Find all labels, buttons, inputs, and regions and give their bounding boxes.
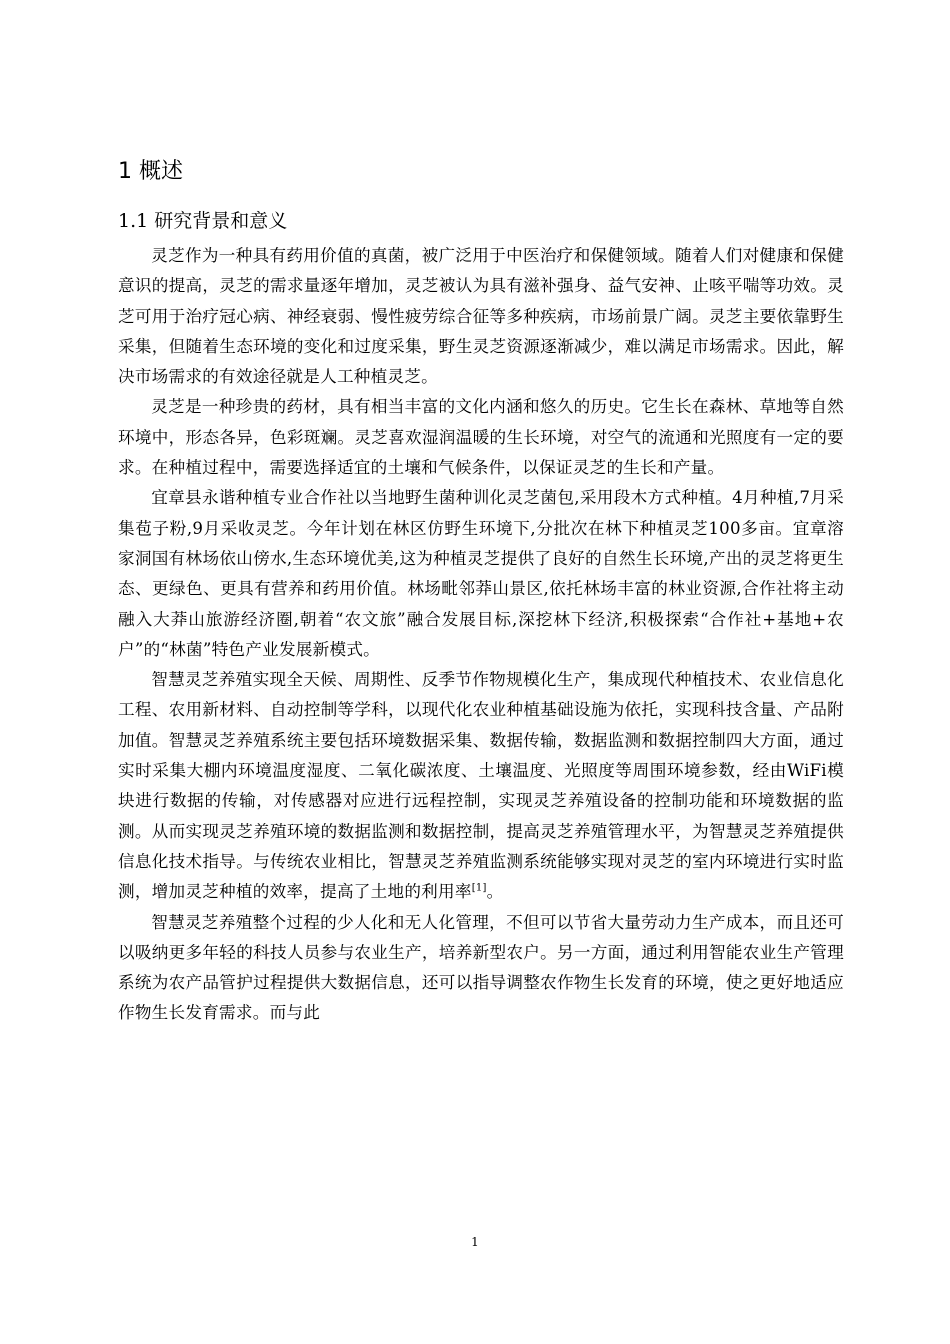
page-number: 1: [471, 1235, 479, 1249]
paragraph-1: 灵芝作为一种具有药用价值的真菌，被广泛用于中医治疗和保健领域。随着人们对健康和保健意识的提高，灵芝的需求量逐年增加，灵芝被认为具有滋补强身、益气安神、止咳平喘等功效。灵芝可用于治疗冠心病、神经衰弱、慢性疲劳综合征等多种疾病，市场前景广阔。灵芝主要依靠野生采集，但随着生态环境的变化和过度采集，野生灵芝资源逐渐减少，难以满足市场需求。因此，解决市场需求的有效途径就是人工种植灵芝。: [118, 246, 844, 387]
paragraph-4-text: 智慧灵芝养殖实现全天候、周期性、反季节作物规模化生产，集成现代种植技术、农业信息化工程、农用新材料、自动控制等学科，以现代化农业种植基础设施为依托，实现科技含量、产品附加值。智慧灵芝养殖系统主要包括环境数据采集、数据传输，数据监测和数据控制四大方面，通过实时采集大棚内环境温度湿度、二氧化碳浓度、土壤温度、光照度等周围环境参数，经由WiFi模块进行数据的传输，对传感器对应进行远程控制，实现灵芝养殖设备的控制功能和环境数据的监测。从而实现灵芝养殖环境的数据监测和数据控制，提高灵芝养殖管理水平，为智慧灵芝养殖提供信息化技术指导。与传统农业相比，智慧灵芝养殖监测系统能够实现对灵芝的室内环境进行实时监测，增加灵芝种植的效率，提高了土地的利用率: [118, 670, 844, 902]
body-text: [118, 241, 844, 1029]
citation-marker: [1]: [471, 882, 487, 894]
paragraph-4-tail: 。: [486, 882, 504, 902]
paragraph-4: [118, 665, 844, 907]
paragraph-2: 灵芝是一种珍贵的药材，具有相当丰富的文化内涵和悠久的历史。它生长在森林、草地等自然环境中，形态各异，色彩斑斓。灵芝喜欢湿润温暖的生长环境，对空气的流通和光照度有一定的要求。在种植过程中，需要选择适宜的土壤和气候条件，以保证灵芝的生长和产量。: [118, 397, 844, 478]
paragraph-5: 智慧灵芝养殖整个过程的少人化和无人化管理，不但可以节省大量劳动力生产成本，而且还可以吸纳更多年轻的科技人员参与农业生产，培养新型农户。另一方面，通过利用智能农业生产管理系统为农产品管护过程提供大数据信息，还可以指导调整农作物生长发育的环境，使之更好地适应作物生长发育需求。而与此: [118, 912, 844, 1023]
section-title: 1.1 研究背景和意义: [118, 210, 288, 232]
paragraph-3: 宜章县永谐种植专业合作社以当地野生菌种训化灵芝菌包,采用段木方式种植。4月种植,7月采集苞子粉,9月采收灵芝。今年计划在林区仿野生环境下,分批次在林下种植灵芝100多亩。宜章溶家洞国有林场依山傍水,生态环境优美,这为种植灵芝提供了良好的自然生长环境,产出的灵芝将更生态、更绿色、更具有营养和药用价值。林场毗邻莽山景区,依托林场丰富的林业资源,合作社将主动融入大莽山旅游经济圈,朝着“农文旅”融合发展目标,深挖林下经济,积极探索“合作社+基地+农户”的“林菌”特色产业发展新模式。: [118, 488, 844, 659]
chapter-title: 1 概述: [118, 159, 183, 184]
